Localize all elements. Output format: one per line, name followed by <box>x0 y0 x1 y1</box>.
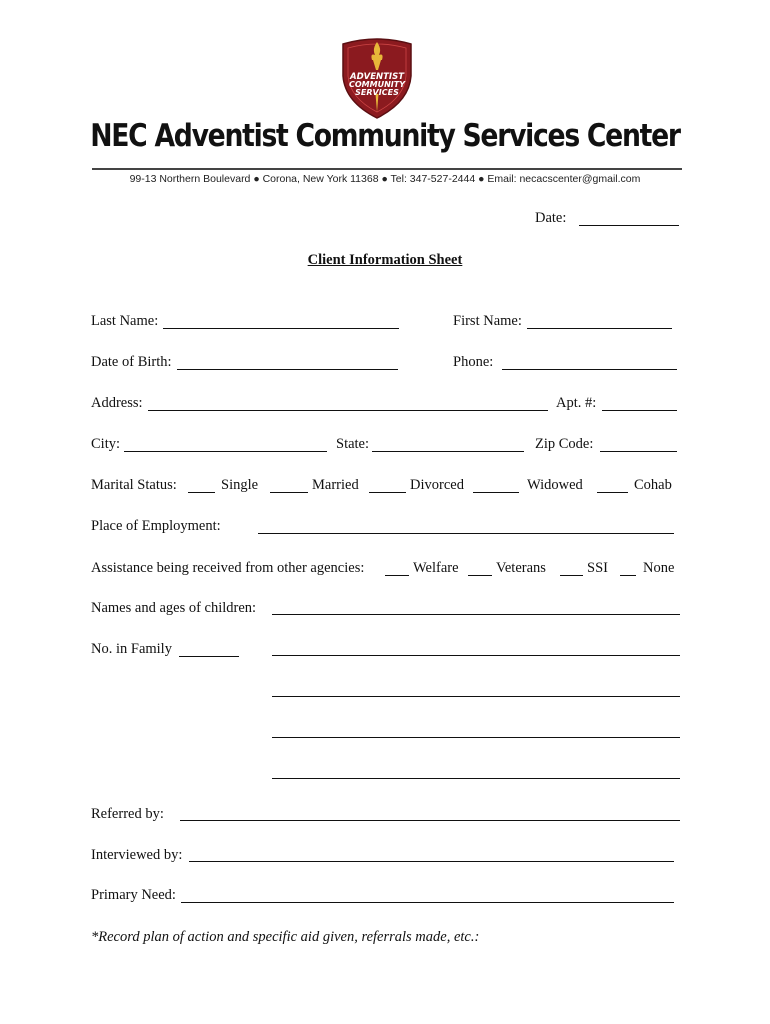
marital-single-blank[interactable] <box>188 492 215 493</box>
zip-label: Zip Code: <box>535 436 594 452</box>
children-field-4[interactable] <box>272 737 680 738</box>
children-field-3[interactable] <box>272 696 680 697</box>
state-field[interactable] <box>372 451 524 452</box>
date-label: Date: <box>535 210 567 226</box>
last-name-label: Last Name: <box>91 313 159 329</box>
children-label: Names and ages of children: <box>91 600 257 616</box>
family-count-label: No. in Family <box>91 641 172 657</box>
assistance-none-label: None <box>643 560 675 576</box>
marital-status-label: Marital Status: <box>91 477 177 493</box>
city-field[interactable] <box>124 451 327 452</box>
first-name-label: First Name: <box>453 313 522 329</box>
employment-field[interactable] <box>258 533 674 534</box>
marital-married-blank[interactable] <box>270 492 308 493</box>
children-field-1[interactable] <box>272 614 680 615</box>
city-label: City: <box>91 436 121 452</box>
phone-field[interactable] <box>502 369 677 370</box>
marital-widowed-label: Widowed <box>527 477 583 493</box>
assistance-ssi-blank[interactable] <box>560 575 583 576</box>
first-name-field[interactable] <box>527 328 672 329</box>
assistance-veterans-blank[interactable] <box>468 575 492 576</box>
marital-widowed-blank[interactable] <box>473 492 519 493</box>
children-field-2[interactable] <box>272 655 680 656</box>
phone-label: Phone: <box>453 354 494 370</box>
assistance-none-blank[interactable] <box>620 575 636 576</box>
state-label: State: <box>336 436 370 452</box>
form-title: Client Information Sheet <box>307 252 463 268</box>
marital-cohab-label: Cohab <box>634 477 672 493</box>
referred-by-field[interactable] <box>180 820 680 821</box>
logo-text-1: ADVENTIST <box>349 72 405 82</box>
zip-field[interactable] <box>600 451 677 452</box>
apt-label: Apt. #: <box>556 395 597 411</box>
marital-married-label: Married <box>312 477 359 493</box>
marital-divorced-label: Divorced <box>410 477 464 493</box>
primary-need-field[interactable] <box>181 902 674 903</box>
interviewed-by-label: Interviewed by: <box>91 847 183 863</box>
marital-single-label: Single <box>221 477 259 493</box>
marital-cohab-blank[interactable] <box>597 492 628 493</box>
action-plan-note: *Record plan of action and specific aid given, referrals made, etc.: <box>91 929 480 945</box>
employment-label: Place of Employment: <box>91 518 221 534</box>
address-field[interactable] <box>148 410 548 411</box>
interviewed-by-field[interactable] <box>189 861 674 862</box>
assistance-welfare-blank[interactable] <box>385 575 409 576</box>
primary-need-label: Primary Need: <box>91 887 176 903</box>
address-label: Address: <box>91 395 143 411</box>
dob-field[interactable] <box>177 369 398 370</box>
header-divider <box>92 168 682 170</box>
family-count-field[interactable] <box>179 656 239 657</box>
assistance-label: Assistance being received from other agencies: <box>91 560 365 576</box>
organization-name: NEC Adventist Community Services Center <box>90 118 680 154</box>
apt-field[interactable] <box>602 410 677 411</box>
logo-text-3: SERVICES <box>355 88 399 97</box>
assistance-veterans-label: Veterans <box>496 560 546 576</box>
logo-text-2: COMMUNITY <box>348 80 406 89</box>
marital-divorced-blank[interactable] <box>369 492 406 493</box>
assistance-ssi-label: SSI <box>587 560 608 576</box>
last-name-field[interactable] <box>163 328 399 329</box>
children-field-5[interactable] <box>272 778 680 779</box>
date-field[interactable] <box>579 225 679 226</box>
dob-label: Date of Birth: <box>91 354 172 370</box>
referred-by-label: Referred by: <box>91 806 164 822</box>
contact-info: 99-13 Northern Boulevard ● Corona, New York 11368 ● Tel: 347-527-2444 ● Email: necacscenter@gmail.com <box>129 173 641 185</box>
logo <box>337 36 417 120</box>
assistance-welfare-label: Welfare <box>413 560 459 576</box>
